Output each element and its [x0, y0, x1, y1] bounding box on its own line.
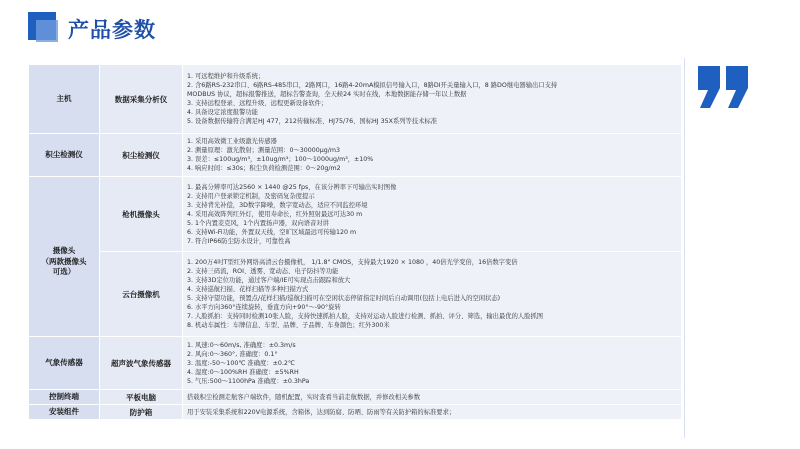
- table-row: [29, 390, 682, 405]
- spec-line: 2. 风向:0～360°, 准确度：0.1°: [187, 350, 278, 358]
- spec-line: MODBUS 协议，超标报警推送，超标告警查询，全天候24 实时在线，本地数据能存储一年以上数据: [187, 91, 467, 98]
- quote-mark-icon: [694, 62, 754, 112]
- spec-cell: [183, 134, 682, 177]
- item-cell: 数据采集分析仪: [100, 65, 183, 134]
- spec-line: 搭载积尘检测走航客户端软件，随机配置，实时查看当前走航数据，并修改相关参数: [187, 393, 420, 401]
- item-cell: 超声波气象传感器: [100, 337, 183, 390]
- spec-line: 3. 温度:-50～100℃ 准确度：±0.2℃: [187, 359, 295, 367]
- category-label: 摄像头 （两款摄像头 可选）: [41, 246, 87, 276]
- item-cell: 枪机摄像头: [100, 177, 183, 252]
- spec-line: 2. 含6路RS-232串口、6路RS-485串口，2路网口，16路4-20mA模拟信号输入口，8路DI开关量输入口，8 路DO继电器输出口支持: [187, 82, 558, 89]
- table-row: [29, 405, 682, 420]
- title-marker-light: [36, 20, 58, 42]
- divider-line: [684, 58, 685, 438]
- table-row: [29, 65, 682, 134]
- item-cell: 积尘检测仪: [100, 134, 183, 177]
- spec-line: 5. 支持守望功能，预置点/花样扫描/巡航扫描可在空闲状态停留指定时间后自动调用(包括上电后进入的空闲状态): [187, 295, 501, 302]
- spec-line: 7. 符合IP66防尘防水设计，可靠性高: [187, 237, 291, 245]
- spec-line: 4. 湿度:0～100%RH 准确度：±5%RH: [187, 368, 299, 376]
- table-row: [29, 337, 682, 390]
- spec-line: 5. 设备数据传输符合满足HJ 477，212传输标准、HJ75/76、国标HJ 35X系列等技术标准: [187, 118, 438, 125]
- item-cell: 平板电脑: [100, 390, 183, 405]
- category-cell: 主机: [29, 65, 100, 134]
- spec-cell: [183, 337, 682, 390]
- category-cell: 安装组件: [29, 405, 100, 420]
- spec-line: 3. 支持远程登录、远程升级、远程更新设备软件；: [187, 100, 328, 107]
- spec-cell: [183, 65, 682, 134]
- spec-table: [28, 64, 682, 420]
- spec-line: 2. 支持用户登录锁定机制，及密码复杂度提示: [187, 192, 315, 200]
- item-cell: 云台摄像机: [100, 252, 183, 337]
- spec-cell: [183, 252, 682, 337]
- spec-line: 7. 人脸抓拍：支持同时检测10张人脸，支持快速抓拍人脸，支持对运动人脸进行检测、抓拍、评分、筛选，输出最优的人脸抓图: [187, 313, 544, 320]
- spec-cell: [183, 177, 682, 252]
- table-row: [29, 134, 682, 177]
- category-cell: 积尘检测仪: [29, 134, 100, 177]
- spec-line: 2. 支持三码流，ROI、透雾、宽动态、电子防抖等功能: [187, 268, 339, 275]
- spec-line: 1. 200万4吋T型红外网络高清云台摄像机， 1/1.8" CMOS，支持最大1920 × 1080 ，40倍光学变倍，16倍数字变倍: [187, 259, 518, 266]
- category-cell: 控制终端: [29, 390, 100, 405]
- spec-line: 1. 采用高效微工业级激光传感器: [187, 138, 277, 145]
- category-cell: 气象传感器: [29, 337, 100, 390]
- spec-line: 4. 响应时间：≤30s；积尘负荷检测范围：0～20g/m2: [187, 165, 341, 172]
- spec-line: 8. 机动车属性：车牌信息、车型、品牌、子品牌、车身颜色；红外300米: [187, 322, 390, 329]
- spec-line: 用于安装采集系统和220V电源系统，含箱体，达到防腐、防晒、防雨等有关防护箱的标准要求；: [187, 408, 456, 416]
- spec-cell: [183, 405, 682, 420]
- page-title: 产品参数: [68, 18, 156, 42]
- spec-line: 3. 支持3D定位功能，通过客户端/IE可实现点击跟踪和放大: [187, 277, 351, 284]
- spec-line: 5. 1个内置麦克风，1个内置扬声器，双向语音对讲: [187, 219, 329, 227]
- table-row: [29, 252, 682, 337]
- spec-line: 6. 支持Wi-Fi功能，外置双天线，空旷区域最远可传输120 m: [187, 228, 357, 236]
- spec-line: 4. 采用高效阵列红外灯，使用寿命长，红外照射最远可达30 m: [187, 210, 363, 218]
- table-row: [29, 177, 682, 252]
- category-cell: [29, 177, 100, 337]
- spec-line: 6. 水平方向360°连续旋转，垂直方向+90°～-90°旋转: [187, 304, 341, 311]
- spec-line: 2. 测量原理：激光散射；测量范围：0～30000μg/m3: [187, 147, 341, 154]
- spec-line: 1. 风速:0～60m/s, 准确度：±0.3m/s: [187, 341, 296, 349]
- spec-line: 1. 最高分辨率可达2560 × 1440 @25 fps，在该分辨率下可输出实时图像: [187, 183, 397, 191]
- item-cell: 防护箱: [100, 405, 183, 420]
- spec-cell: [183, 390, 682, 405]
- spec-line: 3. 支持背光补偿，3D数字降噪，数字宽动态，适应不同监控环境: [187, 201, 368, 209]
- spec-line: 4. 支持巡航扫描、花样扫描等多种扫描方式: [187, 286, 309, 293]
- spec-line: 5. 气压:500～1100hPa 准确度：±0.3hPa: [187, 377, 310, 385]
- spec-line: 1. 可远程维护和升级系统；: [187, 73, 265, 80]
- spec-line: 3. 误差：≤100ug/m³，±10ug/m³；100～1000ug/m³，±10%: [187, 156, 374, 163]
- spec-line: 4. 具备设定浓度报警功能: [187, 109, 258, 116]
